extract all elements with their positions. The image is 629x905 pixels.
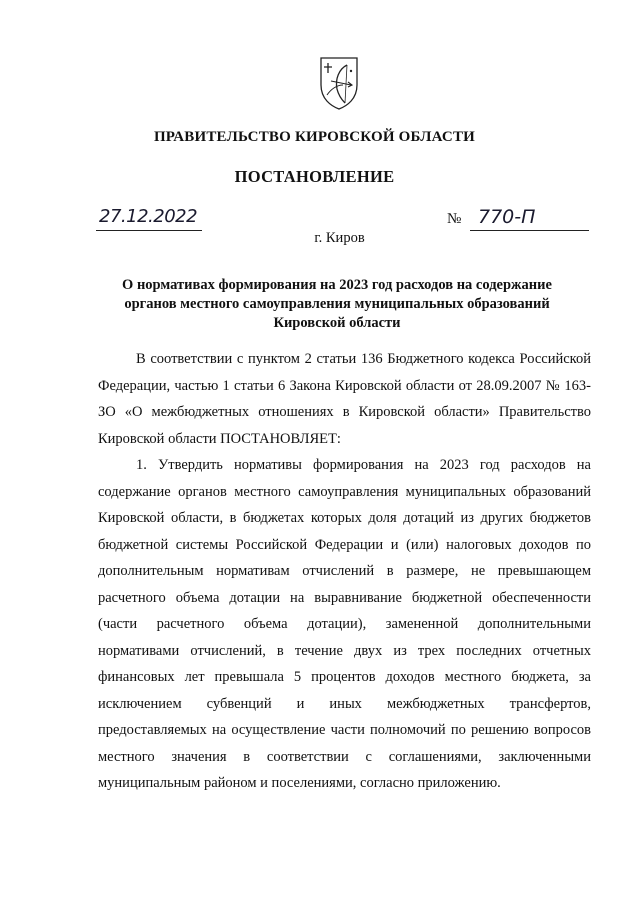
paragraph: В соответствии с пунктом 2 статьи 136 Бюджетного кодекса Российской Федерации, частью 1 статьи 6 Закона Кировской области от 28.09.2007 № 163-ЗО «О межбюджетных отношениях в Кировской области» Правительство Кировской области ПОСТАНОВЛЯЕТ: (98, 351, 591, 447)
document-body (98, 346, 591, 797)
number-sign: № (447, 211, 462, 227)
document-date: 27.12.2022 (99, 206, 198, 227)
paragraph: 1. Утвердить нормативы формирования на 2023 год расходов на содержание органов местного самоуправления муниципальных образований Кировской области, в бюджетах которых доля дотаций из других бюджетов бюджетной системы Российской Федерации и (или) налоговых доходов по дополнительным нормативам отчислений в размере, не превышающем расчетного объема дотации на выравнивание бюджетной обеспеченности (части расчетного объема дотации), замененной дополнительными нормативами отчислений, в течение двух из трех последних отчетных финансовых лет превышала 5 процентов доходов местного бюджета, за исключением субвенций и иных межбюджетных трансфертов, предоставляемых на осуществление части полномочий по решению вопросов местного значения в соответствии с соглашениями, заключенными муниципальным районом и поселениями, согласно приложению. (98, 457, 591, 791)
coat-of-arms-icon (317, 55, 361, 111)
document-type: ПОСТАНОВЛЕНИЕ (234, 167, 395, 186)
document-number: 770-П (478, 206, 536, 228)
city: г. Киров (314, 230, 365, 246)
government-name: ПРАВИТЕЛЬСТВО КИРОВСКОЙ ОБЛАСТИ (153, 129, 476, 145)
document-title: О нормативах формирования на 2023 год расходов на содержание органов местного самоуправления муниципальных образований Кировской области (122, 277, 552, 331)
